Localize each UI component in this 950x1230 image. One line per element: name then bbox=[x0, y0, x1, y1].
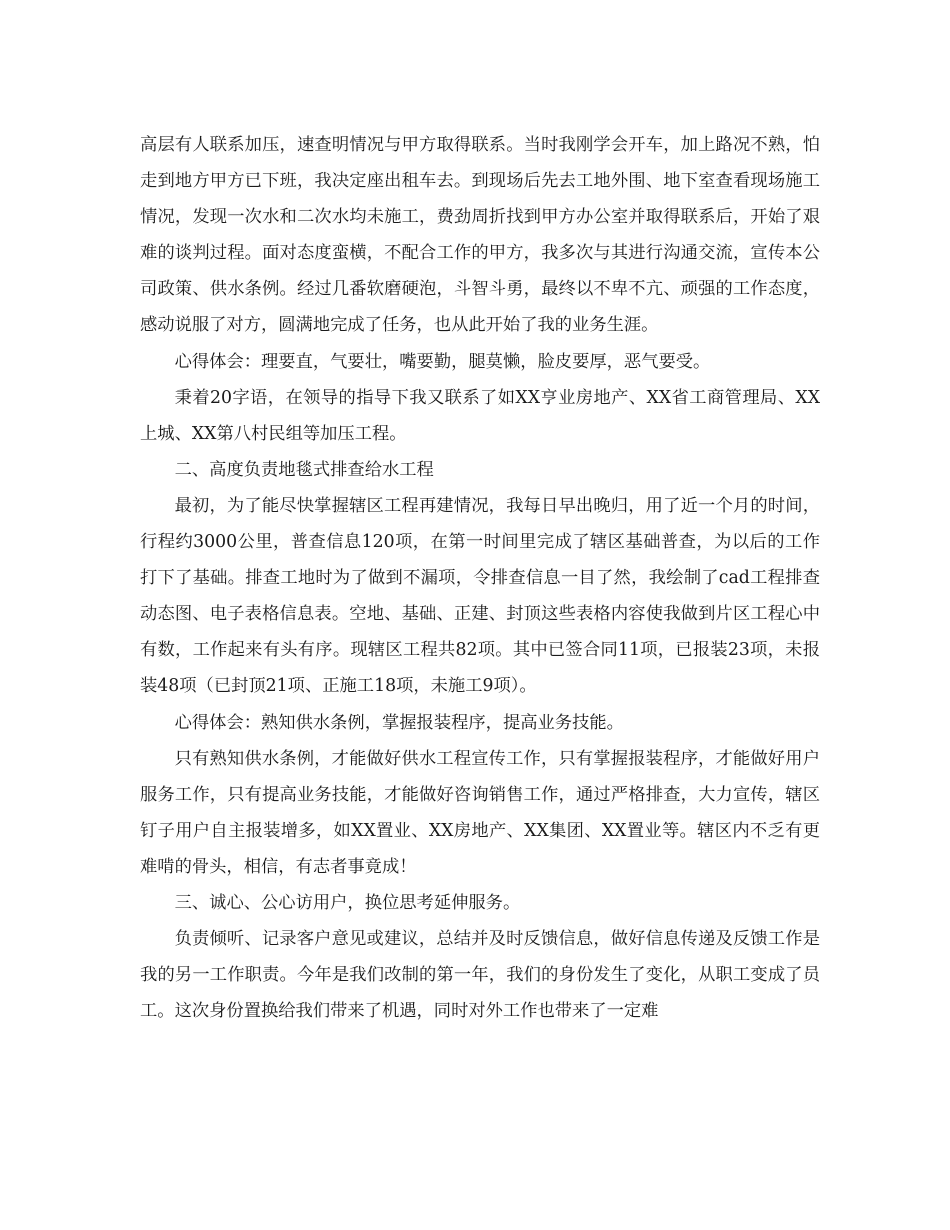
paragraph-6: 只有熟知供水条例，才能做好供水工程宣传工作，只有掌握报装程序，才能做好用户服务工作，只有提高业务技能，才能做好咨询销售工作，通过严格排查，大力宣传，辖区钉子用户自主报装增多，如XX置业、XX房地产、XX集团、XX置业等。辖区内不乏有更难啃的骨头，相信，有志者事竟成！ bbox=[140, 748, 820, 877]
paragraph-3: 秉着20字语，在领导的指导下我又联系了如XX亨业房地产、XX省工商管理局、XX上城、XX第八村民组等加压工程。 bbox=[140, 387, 820, 444]
paragraph-5: 心得体会：熟知供水条例，掌握报装程序，提高业务技能。 bbox=[174, 712, 624, 733]
section-heading-2: 二、高度负责地毯式排查给水工程 bbox=[174, 459, 434, 480]
section-heading-3: 三、诚心、公心访用户，换位思考延伸服务。 bbox=[174, 892, 521, 913]
paragraph-7: 负责倾听、记录客户意见或建议，总结并及时反馈信息，做好信息传递及反馈工作是我的另一工作职责。今年是我们改制的第一年，我们的身份发生了变化，从职工变成了员工。这次身份置换给我们带来了机遇，同时对外工作也带来了一定难 bbox=[140, 929, 820, 1022]
paragraph-4: 最初，为了能尽快掌握辖区工程再建情况，我每日早出晚归，用了近一个月的时间，行程约3000公里，普查信息120项，在第一时间里完成了辖区基础普查，为以后的工作打下了基础。排查工地时为了做到不漏项，令排查信息一目了然，我绘制了cad工程排查动态图、电子表格信息表。空地、基础、正建、封顶这些表格内容使我做到片区工程心中有数，工作起来有头有序。现辖区工程共82项。其中已签合同11项，已报装23项，未报装48项（已封顶21项、正施工18项，未施工9项）。 bbox=[140, 495, 820, 697]
document-body bbox=[140, 127, 820, 1029]
paragraph-2: 心得体会：理要直，气要壮，嘴要勤，腿莫懒，脸皮要厚，恶气要受。 bbox=[174, 351, 711, 372]
paragraph-1: 高层有人联系加压，速查明情况与甲方取得联系。当时我刚学会开车，加上路况不熟，怕走到地方甲方已下班，我决定座出租车去。到现场后先去工地外围、地下室查看现场施工情况，发现一次水和二次水均未施工，费劲周折找到甲方办公室并取得联系后，开始了艰难的谈判过程。面对态度蛮横，不配合工作的甲方，我多次与其进行沟通交流，宣传本公司政策、供水条例。经过几番软磨硬泡，斗智斗勇，最终以不卑不亢、顽强的工作态度，感动说服了对方，圆满地完成了任务，也从此开始了我的业务生涯。 bbox=[140, 135, 820, 336]
